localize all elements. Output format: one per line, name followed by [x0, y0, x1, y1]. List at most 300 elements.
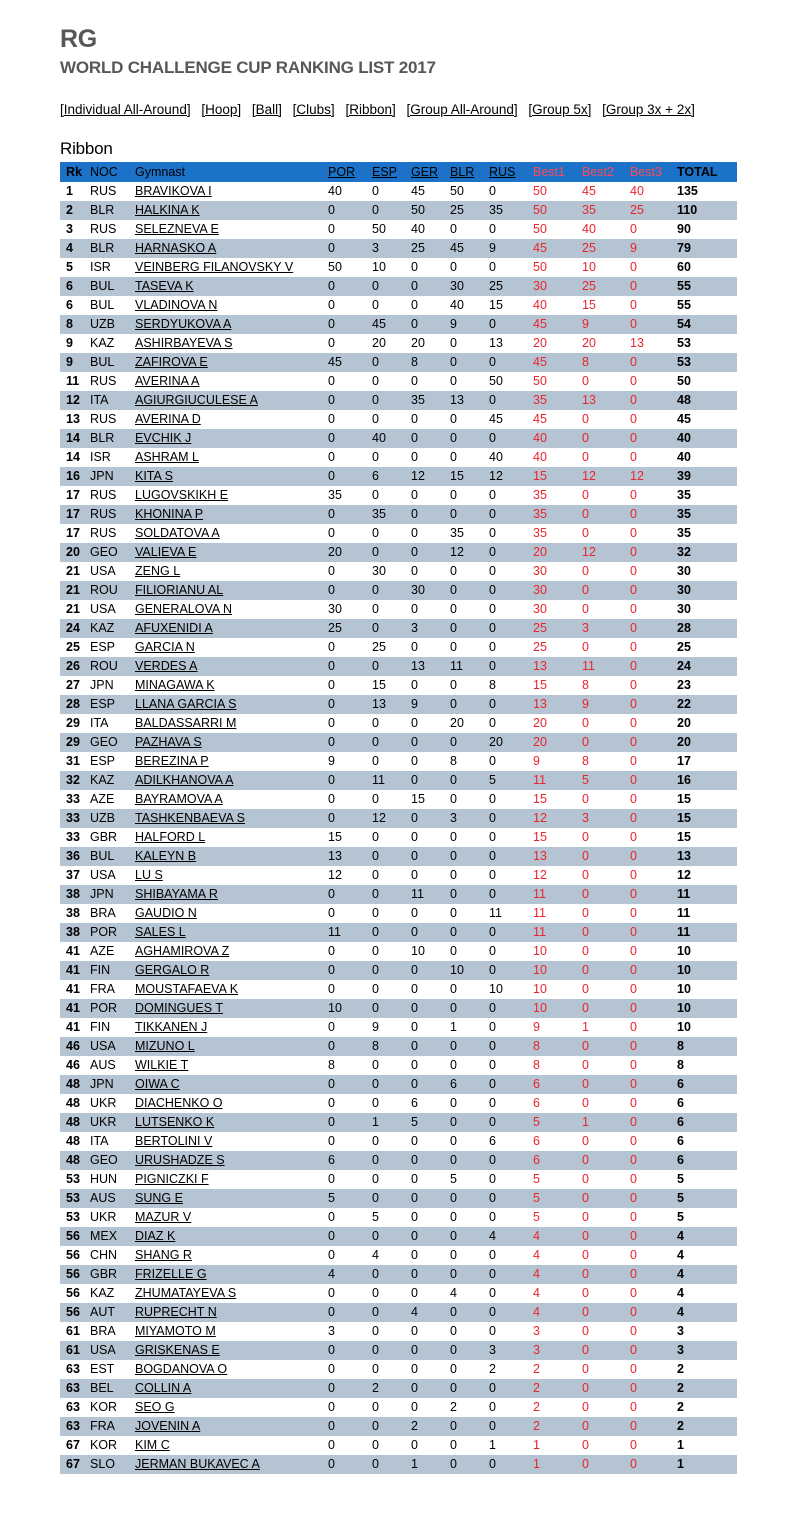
por-cell: 0 [328, 811, 335, 825]
gymnast-cell [135, 296, 328, 315]
best1-cell: 9 [533, 754, 540, 768]
gymnast-link[interactable]: AGHAMIROVA Z [135, 944, 230, 958]
por-cell: 0 [328, 1115, 335, 1129]
noc-cell: USA [90, 1039, 116, 1053]
noc-cell: RUS [90, 507, 117, 521]
table-row [60, 1227, 737, 1246]
best3-cell: 0 [630, 507, 637, 521]
gymnast-cell [135, 391, 328, 410]
esp-cell: 0 [372, 1305, 379, 1319]
gymnast-link[interactable]: BRAVIKOVA I [135, 184, 212, 198]
table-row [60, 999, 737, 1018]
rk-cell: 13 [66, 412, 80, 426]
gymnast-cell [135, 657, 328, 676]
gymnast-link[interactable]: GAUDIO N [135, 906, 197, 920]
rus-cell: 0 [489, 697, 496, 711]
best2-cell: 0 [582, 1267, 589, 1281]
gymnast-link[interactable]: JOVENIN A [135, 1419, 201, 1433]
gymnast-cell [135, 467, 328, 486]
gymnast-link[interactable]: PAZHAVA S [135, 735, 202, 749]
noc-cell: AUS [90, 1191, 116, 1205]
rus-cell: 0 [489, 963, 496, 977]
gymnast-link[interactable]: EVCHIK J [135, 431, 192, 445]
rk-cell: 37 [66, 868, 80, 882]
table-row [60, 372, 737, 391]
rus-cell: 0 [489, 1172, 496, 1186]
esp-cell: 0 [372, 488, 379, 502]
noc-cell: MEX [90, 1229, 118, 1243]
ger-cell: 0 [411, 754, 418, 768]
total-cell: 10 [677, 963, 691, 977]
gymnast-link[interactable]: MINAGAWA K [135, 678, 215, 692]
nav-link-group-all-around[interactable]: [Group All-Around] [406, 101, 518, 117]
rk-cell: 46 [66, 1058, 80, 1072]
noc-cell: ESP [90, 754, 116, 768]
gymnast-link[interactable]: AGIURGIUCULESE A [135, 393, 258, 407]
blr-cell: 0 [450, 621, 457, 635]
col-header-best1: Best1 [533, 164, 565, 179]
total-cell: 17 [677, 754, 691, 768]
table-row [60, 1379, 737, 1398]
best3-cell: 0 [630, 925, 637, 939]
gymnast-link[interactable]: AFUXENIDI A [135, 621, 213, 635]
best1-cell: 45 [533, 412, 547, 426]
nav-link-group-3x-2x[interactable]: [Group 3x + 2x] [602, 101, 695, 117]
blr-cell: 9 [450, 317, 457, 331]
best2-cell: 35 [582, 203, 596, 217]
total-cell: 2 [677, 1400, 684, 1414]
col-header-esp[interactable]: ESP [372, 164, 398, 179]
gymnast-link[interactable]: LUGOVSKIKH E [135, 488, 229, 502]
gymnast-link[interactable]: ASHIRBAYEVA S [135, 336, 233, 350]
rus-cell: 0 [489, 507, 496, 521]
gymnast-link[interactable]: SALES L [135, 925, 186, 939]
total-cell: 20 [677, 735, 691, 749]
esp-cell: 4 [372, 1248, 379, 1262]
gymnast-link[interactable]: LLANA GARCIA S [135, 697, 237, 711]
gymnast-link[interactable]: BERTOLINI V [135, 1134, 213, 1148]
noc-cell: ITA [90, 1134, 109, 1148]
rk-cell: 61 [66, 1324, 80, 1338]
best2-cell: 10 [582, 260, 596, 274]
esp-cell: 3 [372, 241, 379, 255]
esp-cell: 35 [372, 507, 386, 521]
table-row [60, 524, 737, 543]
gymnast-link[interactable]: SERDYUKOVA A [135, 317, 232, 331]
rk-cell: 17 [66, 526, 80, 540]
ger-cell: 0 [411, 431, 418, 445]
total-cell: 15 [677, 811, 691, 825]
gymnast-link[interactable]: JERMAN BUKAVEC A [135, 1457, 260, 1471]
gymnast-link[interactable]: SOLDATOVA A [135, 526, 220, 540]
rk-cell: 17 [66, 488, 80, 502]
best1-cell: 35 [533, 393, 547, 407]
rk-cell: 41 [66, 963, 80, 977]
ger-cell: 0 [411, 298, 418, 312]
rus-cell: 0 [489, 1210, 496, 1224]
blr-cell: 0 [450, 830, 457, 844]
gymnast-link[interactable]: KHONINA P [135, 507, 204, 521]
best1-cell: 4 [533, 1267, 540, 1281]
gymnast-link[interactable]: RUPRECHT N [135, 1305, 217, 1319]
table-row [60, 315, 737, 334]
por-cell: 0 [328, 697, 335, 711]
por-cell: 0 [328, 393, 335, 407]
ger-cell: 0 [411, 868, 418, 882]
page-title: RG [60, 25, 97, 53]
best1-cell: 9 [533, 1020, 540, 1034]
ger-cell: 30 [411, 583, 425, 597]
noc-cell: BUL [90, 849, 115, 863]
gymnast-cell [135, 581, 328, 600]
por-cell: 12 [328, 868, 342, 882]
gymnast-cell [135, 1113, 328, 1132]
noc-cell: RUS [90, 488, 117, 502]
gymnast-link[interactable]: KIM C [135, 1438, 170, 1452]
gymnast-link[interactable]: SUNG E [135, 1191, 183, 1205]
best3-cell: 0 [630, 1115, 637, 1129]
table-row [60, 182, 737, 201]
gymnast-link[interactable]: BALDASSARRI M [135, 716, 237, 730]
esp-cell: 6 [372, 469, 379, 483]
gymnast-cell [135, 619, 328, 638]
gymnast-link[interactable]: GENERALOVA N [135, 602, 233, 616]
table-row [60, 1284, 737, 1303]
total-cell: 1 [677, 1438, 684, 1452]
por-cell: 4 [328, 1267, 335, 1281]
best1-cell: 8 [533, 1039, 540, 1053]
ger-cell: 0 [411, 1324, 418, 1338]
blr-cell: 0 [450, 868, 457, 882]
gymnast-cell [135, 923, 328, 942]
rk-cell: 17 [66, 507, 80, 521]
rus-cell: 0 [489, 1248, 496, 1262]
table-row [60, 676, 737, 695]
gymnast-link[interactable]: LU S [135, 868, 163, 882]
gymnast-cell [135, 182, 328, 201]
gymnast-link[interactable]: BAYRAMOVA A [135, 792, 223, 806]
total-cell: 53 [677, 355, 691, 369]
ger-cell: 0 [411, 640, 418, 654]
rk-cell: 41 [66, 944, 80, 958]
rus-cell: 0 [489, 1381, 496, 1395]
best2-cell: 0 [582, 1248, 589, 1262]
rk-cell: 14 [66, 450, 80, 464]
gymnast-cell [135, 999, 328, 1018]
gymnast-link[interactable]: HALKINA K [135, 203, 200, 217]
esp-cell: 0 [372, 602, 379, 616]
gymnast-link[interactable]: TASEVA K [135, 279, 194, 293]
blr-cell: 0 [450, 1457, 457, 1471]
best3-cell: 0 [630, 1267, 637, 1281]
gymnast-link[interactable]: BOGDANOVA O [135, 1362, 228, 1376]
gymnast-link[interactable]: MAZUR V [135, 1210, 192, 1224]
gymnast-link[interactable]: ZHUMATAYEVA S [135, 1286, 237, 1300]
gymnast-link[interactable]: TASHKENBAEVA S [135, 811, 245, 825]
best3-cell: 0 [630, 1248, 637, 1262]
best2-cell: 13 [582, 393, 596, 407]
gymnast-link[interactable]: MIZUNO L [135, 1039, 195, 1053]
blr-cell: 0 [450, 1438, 457, 1452]
gymnast-link[interactable]: ADILKHANOVA A [135, 773, 234, 787]
gymnast-link[interactable]: HALFORD L [135, 830, 206, 844]
ger-cell: 0 [411, 412, 418, 426]
table-row [60, 809, 737, 828]
table-row [60, 1322, 737, 1341]
esp-cell: 0 [372, 1362, 379, 1376]
ger-cell: 0 [411, 374, 418, 388]
nav-link-hoop[interactable]: [Hoop] [201, 101, 242, 117]
ger-cell: 0 [411, 1039, 418, 1053]
gymnast-cell [135, 809, 328, 828]
noc-cell: BRA [90, 1324, 116, 1338]
col-header-blr[interactable]: BLR [450, 164, 475, 179]
table-row [60, 581, 737, 600]
blr-cell: 0 [450, 431, 457, 445]
gymnast-link[interactable]: ASHRAM L [135, 450, 199, 464]
best1-cell: 6 [533, 1134, 540, 1148]
gymnast-link[interactable]: MOUSTAFAEVA K [135, 982, 239, 996]
best1-cell: 45 [533, 241, 547, 255]
gymnast-cell [135, 1455, 328, 1474]
rk-cell: 38 [66, 925, 80, 939]
ger-cell: 0 [411, 507, 418, 521]
noc-cell: UKR [90, 1115, 117, 1129]
gymnast-link[interactable]: KALEYN B [135, 849, 197, 863]
gymnast-cell [135, 429, 328, 448]
por-cell: 0 [328, 1419, 335, 1433]
blr-cell: 0 [450, 1058, 457, 1072]
gymnast-link[interactable]: VLADINOVA N [135, 298, 218, 312]
nav-link-individual-all-around[interactable]: [Individual All-Around] [60, 101, 191, 117]
gymnast-link[interactable]: SELEZNEVA E [135, 222, 219, 236]
gymnast-link[interactable]: VERDES A [135, 659, 198, 673]
rk-cell: 63 [66, 1419, 80, 1433]
gymnast-link[interactable]: FRIZELLE G [135, 1267, 207, 1281]
ger-cell: 45 [411, 184, 425, 198]
gymnast-link[interactable]: BEREZINA P [135, 754, 209, 768]
esp-cell: 0 [372, 1419, 379, 1433]
ger-cell: 0 [411, 279, 418, 293]
rk-cell: 5 [66, 260, 73, 274]
gymnast-link[interactable]: OIWA C [135, 1077, 180, 1091]
ger-cell: 0 [411, 260, 418, 274]
blr-cell: 20 [450, 716, 464, 730]
total-cell: 22 [677, 697, 691, 711]
col-header-por[interactable]: POR [328, 164, 356, 179]
gymnast-link[interactable]: ZENG L [135, 564, 181, 578]
blr-cell: 0 [450, 925, 457, 939]
gymnast-cell [135, 1379, 328, 1398]
por-cell: 0 [328, 944, 335, 958]
table-row [60, 1094, 737, 1113]
best1-cell: 5 [533, 1115, 540, 1129]
rus-cell: 8 [489, 678, 496, 692]
gymnast-cell [135, 334, 328, 353]
gymnast-link[interactable]: VEINBERG FILANOVSKY V [135, 260, 294, 274]
gymnast-link[interactable]: DIACHENKO O [135, 1096, 223, 1110]
gymnast-link[interactable]: SHANG R [135, 1248, 192, 1262]
esp-cell: 0 [372, 1400, 379, 1414]
gymnast-link[interactable]: ZAFIROVA E [135, 355, 208, 369]
total-cell: 35 [677, 488, 691, 502]
best3-cell: 0 [630, 564, 637, 578]
gymnast-link[interactable]: HARNASKO A [135, 241, 217, 255]
esp-cell: 0 [372, 545, 379, 559]
best1-cell: 30 [533, 564, 547, 578]
noc-cell: UZB [90, 811, 115, 825]
rk-cell: 29 [66, 735, 80, 749]
rk-cell: 21 [66, 583, 80, 597]
noc-cell: JPN [90, 678, 114, 692]
gymnast-cell [135, 828, 328, 847]
por-cell: 0 [328, 1172, 335, 1186]
gymnast-link[interactable]: VALIEVA E [135, 545, 197, 559]
total-cell: 30 [677, 602, 691, 616]
gymnast-cell [135, 942, 328, 961]
gymnast-link[interactable]: KITA S [135, 469, 173, 483]
table-row [60, 961, 737, 980]
rk-cell: 9 [66, 355, 73, 369]
rk-cell: 32 [66, 773, 80, 787]
nav-link-ribbon[interactable]: [Ribbon] [345, 101, 396, 117]
best2-cell: 25 [582, 279, 596, 293]
gymnast-link[interactable]: DIAZ K [135, 1229, 176, 1243]
blr-cell: 4 [450, 1286, 457, 1300]
por-cell: 0 [328, 982, 335, 996]
table-row [60, 543, 737, 562]
gymnast-link[interactable]: COLLIN A [135, 1381, 192, 1395]
esp-cell: 0 [372, 1438, 379, 1452]
gymnast-link[interactable]: PIGNICZKI F [135, 1172, 209, 1186]
gymnast-link[interactable]: LUTSENKO K [135, 1115, 215, 1129]
best2-cell: 0 [582, 1134, 589, 1148]
por-cell: 0 [328, 1096, 335, 1110]
gymnast-cell [135, 980, 328, 999]
gymnast-cell [135, 315, 328, 334]
ger-cell: 0 [411, 602, 418, 616]
total-cell: 55 [677, 279, 691, 293]
best3-cell: 0 [630, 773, 637, 787]
noc-cell: BLR [90, 431, 115, 445]
table-row [60, 752, 737, 771]
por-cell: 0 [328, 1343, 335, 1357]
table-row [60, 695, 737, 714]
blr-cell: 0 [450, 773, 457, 787]
best1-cell: 10 [533, 1001, 547, 1015]
gymnast-cell [135, 1227, 328, 1246]
gymnast-link[interactable]: GERGALO R [135, 963, 210, 977]
esp-cell: 0 [372, 1077, 379, 1091]
noc-cell: UZB [90, 317, 115, 331]
por-cell: 0 [328, 317, 335, 331]
ger-cell: 4 [411, 1305, 418, 1319]
gymnast-link[interactable]: FILIORIANU AL [135, 583, 224, 597]
por-cell: 0 [328, 564, 335, 578]
gymnast-cell [135, 524, 328, 543]
gymnast-link[interactable]: GRISKENAS E [135, 1343, 220, 1357]
best1-cell: 20 [533, 716, 547, 730]
rk-cell: 4 [66, 241, 73, 255]
best2-cell: 0 [582, 963, 589, 977]
total-cell: 10 [677, 944, 691, 958]
blr-cell: 35 [450, 526, 464, 540]
esp-cell: 0 [372, 1058, 379, 1072]
gymnast-link[interactable]: WILKIE T [135, 1058, 189, 1072]
rk-cell: 63 [66, 1381, 80, 1395]
ger-cell: 0 [411, 1020, 418, 1034]
best2-cell: 0 [582, 887, 589, 901]
gymnast-link[interactable]: SHIBAYAMA R [135, 887, 218, 901]
gymnast-link[interactable]: MIYAMOTO M [135, 1324, 216, 1338]
best2-cell: 0 [582, 583, 589, 597]
ger-cell: 0 [411, 1438, 418, 1452]
col-header-ger[interactable]: GER [411, 164, 439, 179]
gymnast-link[interactable]: DOMINGUES T [135, 1001, 223, 1015]
best2-cell: 20 [582, 336, 596, 350]
total-cell: 11 [677, 906, 691, 920]
rus-cell: 0 [489, 811, 496, 825]
gymnast-link[interactable]: SEO G [135, 1400, 175, 1414]
blr-cell: 0 [450, 602, 457, 616]
por-cell: 0 [328, 735, 335, 749]
best1-cell: 1 [533, 1457, 540, 1471]
blr-cell: 10 [450, 963, 464, 977]
blr-cell: 0 [450, 1134, 457, 1148]
total-cell: 6 [677, 1153, 684, 1167]
gymnast-link[interactable]: TIKKANEN J [135, 1020, 208, 1034]
table-row [60, 1037, 737, 1056]
gymnast-link[interactable]: AVERINA D [135, 412, 201, 426]
gymnast-link[interactable]: URUSHADZE S [135, 1153, 225, 1167]
best3-cell: 0 [630, 697, 637, 711]
gymnast-cell [135, 1170, 328, 1189]
rk-cell: 26 [66, 659, 80, 673]
noc-cell: RUS [90, 184, 117, 198]
ger-cell: 0 [411, 1229, 418, 1243]
esp-cell: 20 [372, 336, 386, 350]
best2-cell: 3 [582, 811, 589, 825]
table-row [60, 600, 737, 619]
best2-cell: 0 [582, 792, 589, 806]
nav-link-clubs[interactable]: [Clubs] [292, 101, 335, 117]
gymnast-link[interactable]: AVERINA A [135, 374, 200, 388]
best2-cell: 12 [582, 469, 596, 483]
rus-cell: 0 [489, 792, 496, 806]
blr-cell: 0 [450, 735, 457, 749]
por-cell: 5 [328, 1191, 335, 1205]
rus-cell: 0 [489, 184, 496, 198]
rus-cell: 9 [489, 241, 496, 255]
table-row [60, 790, 737, 809]
esp-cell: 5 [372, 1210, 379, 1224]
gymnast-link[interactable]: GARCIA N [135, 640, 195, 654]
table-row [60, 980, 737, 999]
best1-cell: 15 [533, 792, 547, 806]
table-row [60, 1398, 737, 1417]
esp-cell: 11 [372, 773, 385, 787]
best2-cell: 0 [582, 1362, 589, 1376]
esp-cell: 0 [372, 184, 379, 198]
nav-link-group-5x[interactable]: [Group 5x] [528, 101, 592, 117]
ger-cell: 9 [411, 697, 418, 711]
col-header-rus[interactable]: RUS [489, 164, 516, 179]
rus-cell: 0 [489, 640, 496, 654]
nav-link-ball[interactable]: [Ball] [251, 101, 282, 117]
best3-cell: 25 [630, 203, 644, 217]
por-cell: 25 [328, 621, 342, 635]
esp-cell: 8 [372, 1039, 379, 1053]
